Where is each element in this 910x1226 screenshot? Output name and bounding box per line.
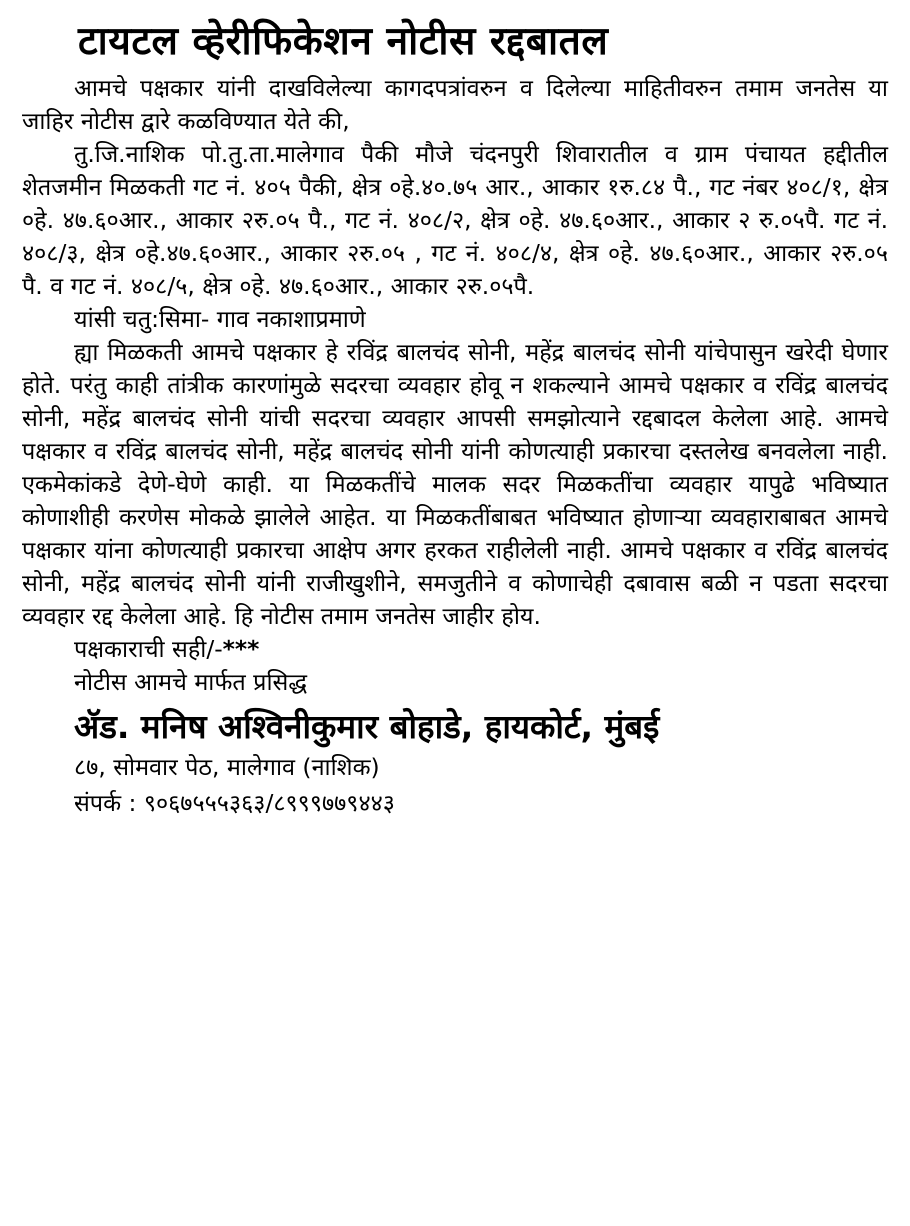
- signature-label: पक्षकाराची सही/-: [74, 635, 223, 663]
- property-description: तु.जि.नाशिक पो.तु.ता.मालेगाव पैकी मौजे चंदनपुरी शिवारातील व ग्राम पंचायत हद्दीतील शेतजमीन मिळकती गट नं. ४०५ पैकी, क्षेत्र ०हे.४०.७५ आर., आकार १रु.८४ पै., गट नंबर ४०८/१, क्षेत्र ०हे. ४७.६०आर., आकार २रु.०५ पै., गट नं. ४०८/२, क्षेत्र ०हे. ४७.६०आर., आकार २ रु.०५पै. गट नं. ४०८/३, क्षेत्र ०हे.४७.६०आर., आकार २रु.०५ , गट नं. ४०८/४, क्षेत्र ०हे. ४७.६०आर., आकार २रु.०५ पै. व गट नं. ४०८/५, क्षेत्र ०हे. ४७.६०आर., आकार २रु.०५पै.: [22, 140, 888, 300]
- signature-mark: ***: [222, 635, 260, 663]
- signature-line: [22, 633, 888, 666]
- advocate-contact: संपर्क : ९०६७५५५३६३/८९९९७७९४४३: [74, 789, 395, 817]
- advocate-address: ८७, सोमवार पेठ, मालेगाव (नाशिक): [74, 753, 380, 781]
- notice-intro: आमचे पक्षकार यांनी दाखविलेल्या कागदपत्रांवरुन व दिलेल्या माहितीवरुन तमाम जनतेस या जाहिर नोटीस द्वारे कळविण्यात येते की,: [22, 74, 888, 135]
- published-by: नोटीस आमचे मार्फत प्रसिद्ध: [74, 668, 308, 696]
- notice-body: ह्या मिळकती आमचे पक्षकार हे रविंद्र बालचंद सोनी, महेंद्र बालचंद सोनी यांचेपासुन खरेदी घेणार होते. परंतु काही तांत्रीक कारणांमुळे सदरचा व्यवहार होवू न शकल्याने आमचे पक्षकार व रविंद्र बालचंद सोनी, महेंद्र बालचंद सोनी यांची सदरचा व्यवहार आपसी समझोत्याने रद्दबादल केलेला आहे. आमचे पक्षकार व रविंद्र बालचंद सोनी, महेंद्र बालचंद सोनी यांनी कोणत्याही प्रकारचा दस्तलेख बनवलेला नाही. एकमेकांकडे देणे-घेणे काही. या मिळकतींचे मालक सदर मिळकतींचा व्यवहार यापुढे भविष्यात कोणाशीही करणेस मोकळे झालेले आहेत. या मिळकतींबाबत भविष्यात होणाऱ्या व्यवहाराबाबत आमचे पक्षकार यांना कोणत्याही प्रकारचा आक्षेप अगर हरकत राहीलेली नाही. आमचे पक्षकार व रविंद्र बालचंद सोनी, महेंद्र बालचंद सोनी यांनी राजीखुशीने, समजुतीने व कोणाचेही दबावास बळी न पडता सदरचा व्यवहार रद्द केलेला आहे. हि नोटीस तमाम जनतेस जाहीर होय.: [22, 338, 888, 630]
- boundaries-line: यांसी चतु:सिमा- गाव नकाशाप्रमाणे: [74, 305, 366, 333]
- notice-title: टायटल व्हेरीफिकेशन नोटीस रद्दबातल: [78, 19, 609, 64]
- advocate-name: ॲड. मनिष अश्विनीकुमार बोहाडे, हायकोर्ट, मुंबई: [74, 707, 660, 746]
